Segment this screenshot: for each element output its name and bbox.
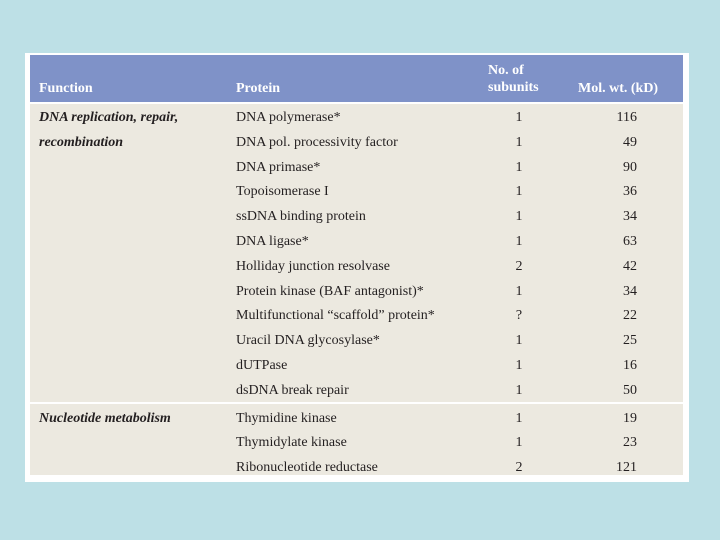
table-header	[30, 55, 683, 102]
mol-wt-cell: 25	[623, 333, 637, 349]
header-function: Function	[39, 81, 93, 96]
table-row	[30, 131, 683, 155]
mol-wt-cell: 19	[623, 410, 637, 426]
table-row	[30, 304, 683, 328]
mol-wt-cell: 63	[623, 234, 637, 249]
header-subunits	[488, 62, 539, 96]
table-row	[30, 329, 683, 353]
mol-wt-cell: 34	[623, 209, 637, 225]
header-divider	[30, 102, 683, 104]
table-row	[30, 230, 683, 254]
subunits-cell: 1	[515, 209, 523, 225]
mol-wt-cell: 116	[616, 110, 637, 125]
protein-table	[30, 55, 683, 475]
subunits-cell: ?	[515, 308, 523, 324]
protein-cell: DNA pol. processivity factor	[236, 134, 398, 150]
subunits-cell: 1	[515, 333, 523, 349]
table-row	[30, 280, 683, 304]
subunits-cell: 1	[515, 283, 523, 299]
table-row	[30, 205, 683, 229]
subunits-cell: 1	[515, 134, 523, 150]
protein-cell: DNA ligase*	[236, 234, 309, 249]
mol-wt-cell: 121	[616, 460, 637, 476]
subunits-cell: 1	[515, 110, 523, 125]
protein-cell: DNA primase*	[236, 159, 321, 175]
subunits-cell: 1	[515, 184, 523, 200]
subunits-cell: 1	[515, 382, 523, 398]
subunits-cell: 1	[515, 358, 523, 373]
table-row	[30, 180, 683, 204]
mol-wt-cell: 90	[623, 159, 637, 175]
protein-cell: Uracil DNA glycosylase*	[236, 333, 380, 349]
table-row	[30, 354, 683, 378]
mol-wt-cell: 42	[623, 258, 637, 274]
table-row	[30, 407, 683, 431]
protein-cell: Multifunctional “scaffold” protein*	[236, 308, 435, 324]
mol-wt-cell: 16	[623, 358, 637, 373]
protein-cell: ssDNA binding protein	[236, 209, 366, 225]
header-subunits-line1: No. of	[488, 63, 524, 78]
protein-cell: dUTPase	[236, 358, 288, 373]
mol-wt-cell: 50	[623, 382, 637, 398]
table-row	[30, 255, 683, 279]
mol-wt-cell: 36	[623, 184, 637, 200]
subunits-cell: 2	[515, 258, 523, 274]
header-mol-wt: Mol. wt. (kD)	[578, 81, 659, 96]
mol-wt-cell: 49	[623, 134, 637, 150]
protein-cell: Thymidylate kinase	[236, 435, 347, 451]
protein-cell: Protein kinase (BAF antagonist)*	[236, 283, 424, 299]
header-protein: Protein	[236, 81, 281, 96]
function-cell: recombination	[39, 134, 124, 150]
protein-cell: Ribonucleotide reductase	[236, 460, 378, 476]
table-row	[30, 456, 683, 480]
table-row	[30, 106, 683, 130]
mol-wt-cell: 23	[623, 435, 637, 451]
protein-cell: DNA polymerase*	[236, 110, 341, 125]
subunits-cell: 1	[515, 159, 523, 175]
subunits-cell: 2	[515, 460, 523, 476]
slide	[25, 53, 689, 482]
subunits-cell: 1	[515, 410, 523, 426]
function-cell: Nucleotide metabolism	[39, 410, 171, 426]
protein-cell: Holliday junction resolvase	[236, 258, 390, 274]
table-row	[30, 379, 683, 403]
subunits-cell: 1	[515, 234, 523, 249]
protein-cell: Thymidine kinase	[236, 410, 337, 426]
mol-wt-cell: 22	[623, 308, 637, 324]
protein-cell: dsDNA break repair	[236, 382, 349, 398]
mol-wt-cell: 34	[623, 283, 637, 299]
function-cell: DNA replication, repair,	[39, 110, 179, 125]
header-subunits-line2: subunits	[488, 80, 539, 95]
protein-cell: Topoisomerase I	[236, 184, 329, 200]
subunits-cell: 1	[515, 435, 523, 451]
table-row	[30, 431, 683, 455]
table-row	[30, 156, 683, 180]
